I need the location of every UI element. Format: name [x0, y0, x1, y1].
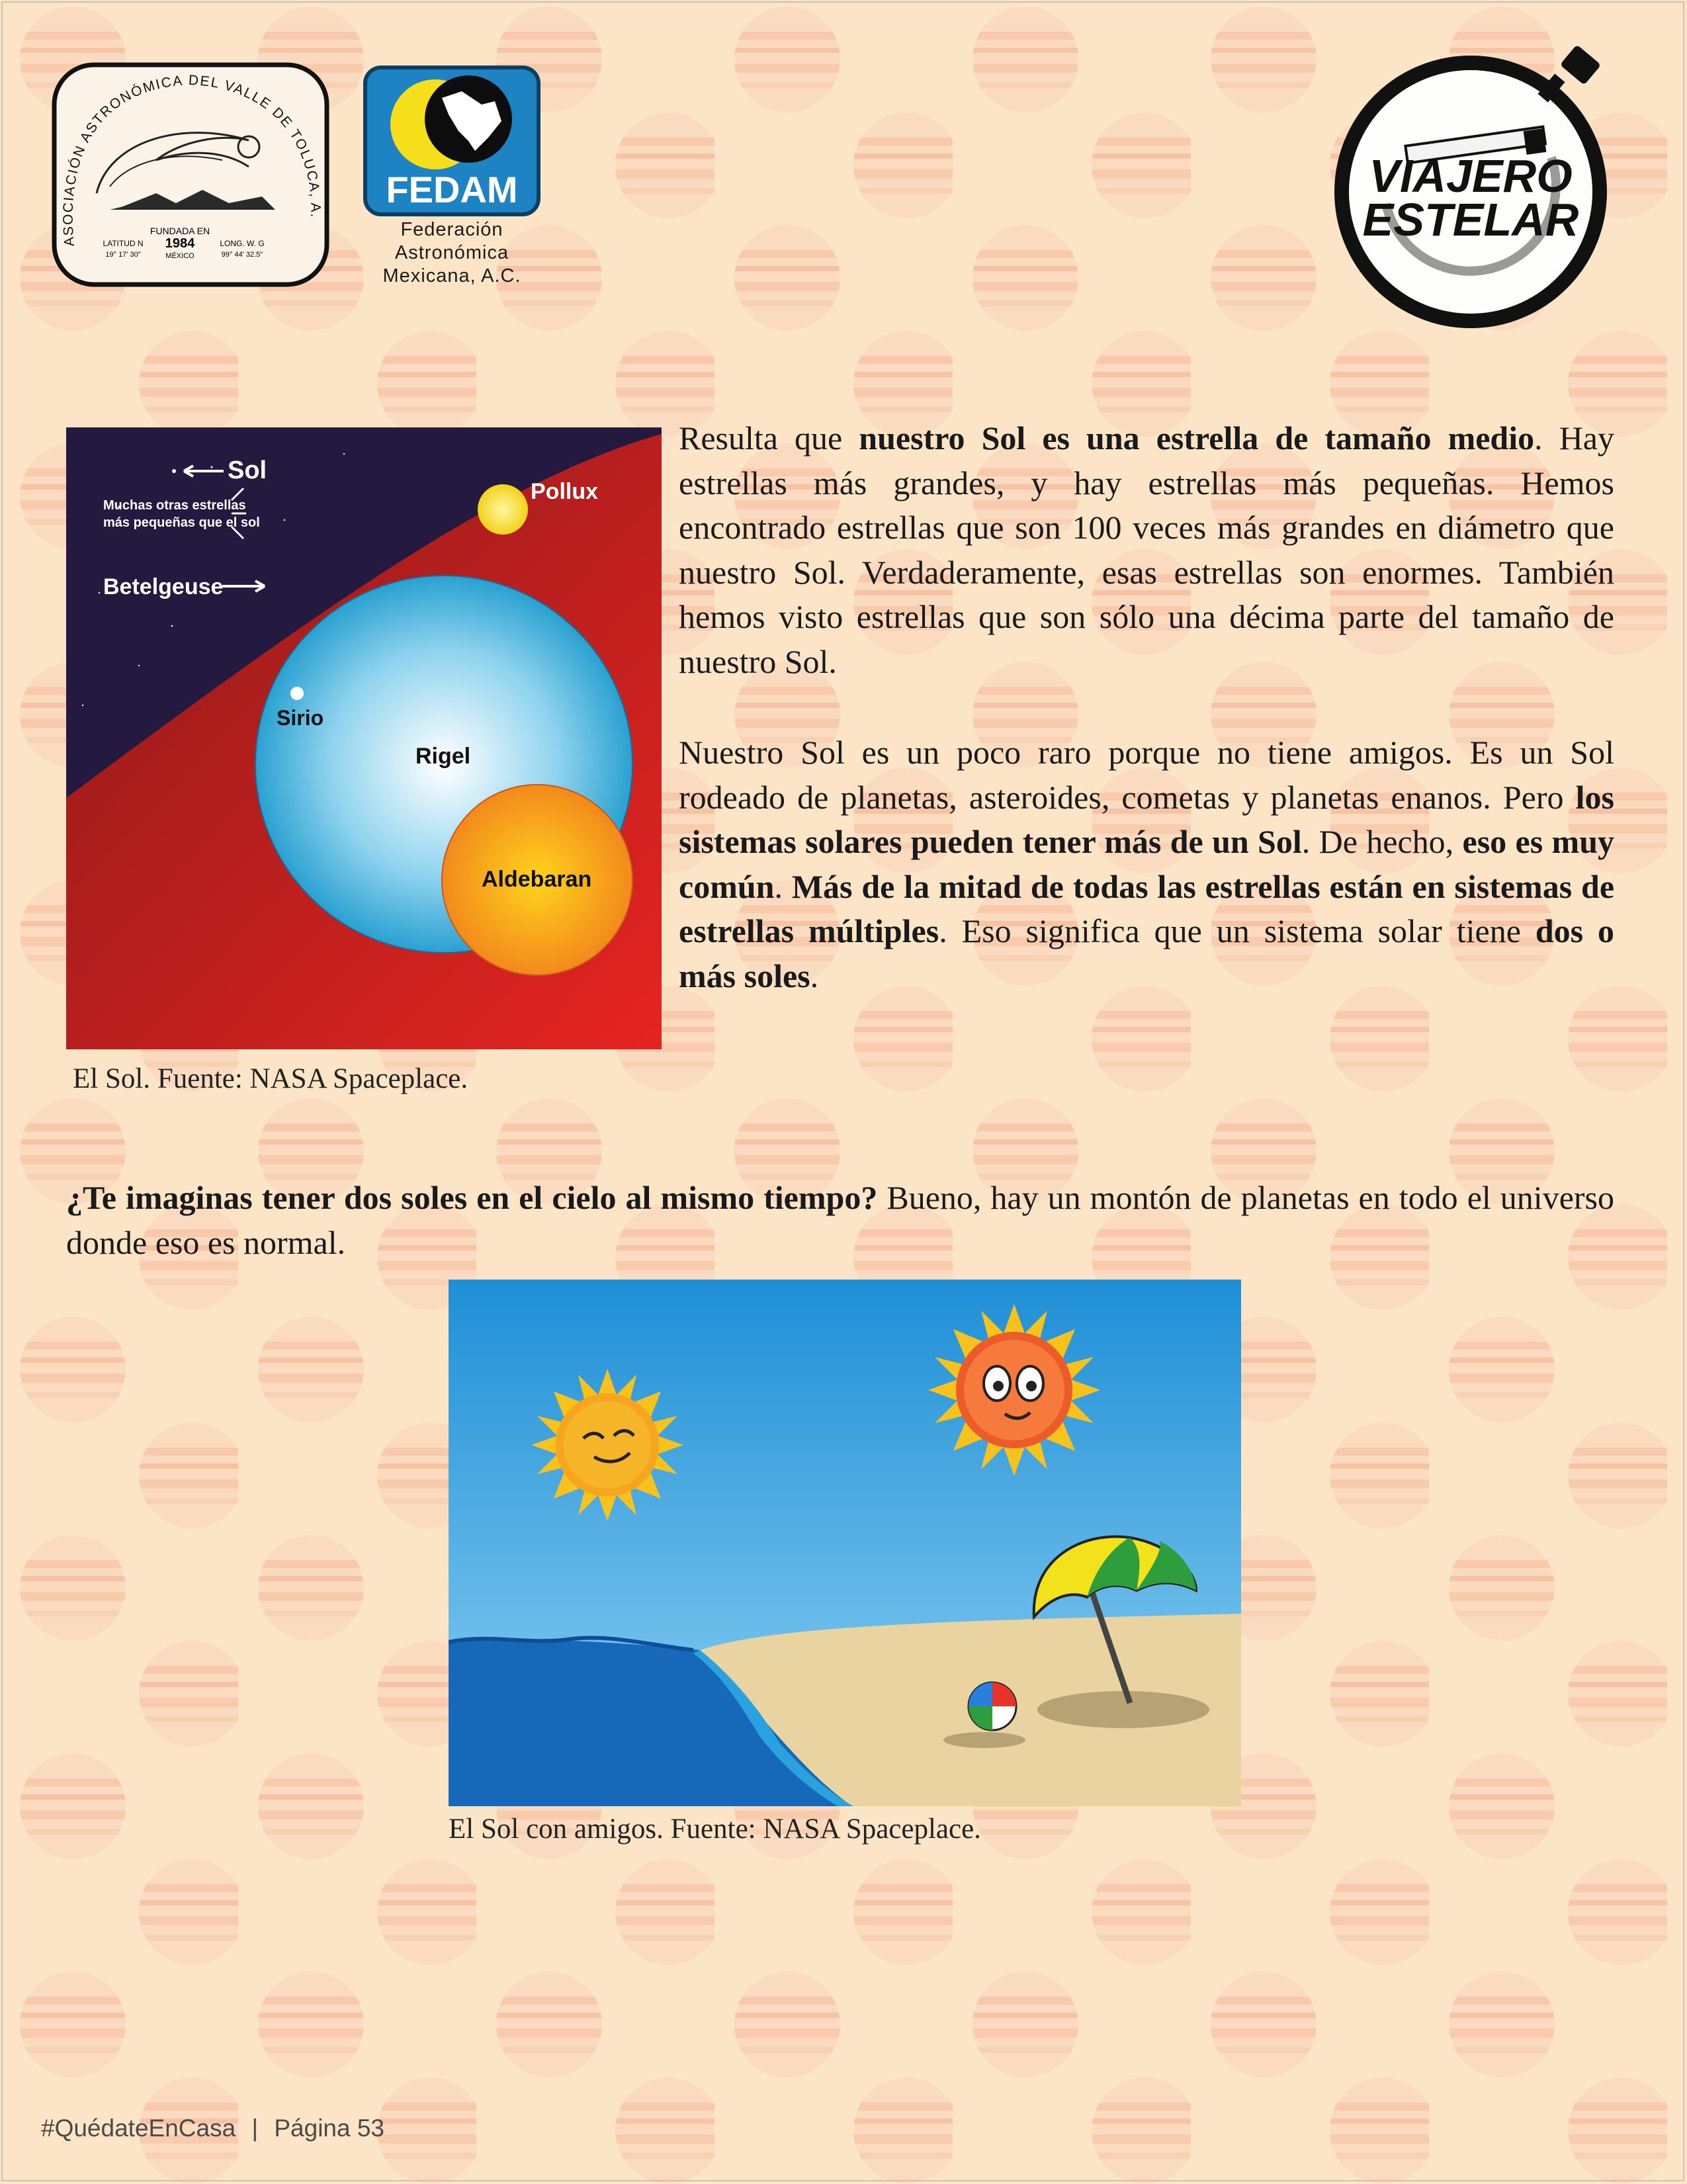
p3-text-1: Bueno, hay un montón de planetas en todo el universo donde eso es normal. [66, 1179, 1614, 1261]
p2-text-3: . [774, 867, 792, 905]
p1-text-2: . Hay estrellas más grandes, y hay estrellas más pequeñas. Hemos encontrado estrellas que son 100 veces más grandes en diámetro que nuestro Sol. Verdaderamente, esas estrellas son enormes. También hemos visto estrellas que son sólo una décima parte del tamaño de nuestro Sol. [679, 419, 1614, 680]
figure-star-sizes [66, 427, 662, 1049]
paragraph-sun-size [679, 416, 1614, 684]
label-betelgeuse: Betelgeuse [103, 574, 224, 599]
aavt-ring-text: ASOCIACIÓN ASTRONÓMICA DEL VALLE DE TOLUCA, A. [60, 72, 324, 247]
aavt-lat-label: LATITUD N [103, 239, 144, 248]
aavt-city: MÉXICO [165, 252, 195, 260]
p2-bold-3: Más de la mitad de todas las estrellas están en sistemas de estrellas múltiples [679, 867, 1615, 949]
viajero-line2: ESTELAR [1362, 194, 1579, 245]
figure-two-suns-beach [449, 1280, 1241, 1806]
page-footer [41, 2115, 384, 2142]
footer-page-number: Página 53 [274, 2115, 385, 2142]
label-pollux: Pollux [531, 479, 599, 504]
fedam-caption-line2: Astronómica [394, 242, 509, 263]
p3-bold-1: ¿Te imaginas tener dos soles en el cielo al mismo tiempo? [66, 1179, 878, 1216]
p1-text-1: Resulta que [679, 419, 859, 457]
label-small-stars-line2: más pequeñas que el sol [103, 515, 260, 530]
aavt-long-label: LONG. W. G [220, 239, 265, 248]
paragraph-multiple-suns [679, 730, 1614, 998]
p2-bold-2: eso es muy común [679, 823, 1615, 905]
label-sirio: Sirio [277, 706, 324, 730]
paragraph-two-suns-question [66, 1176, 1614, 1265]
aavt-long-value: 99° 44' 32.5" [221, 251, 263, 259]
label-small-stars-line1: Muchas otras estrellas [103, 498, 246, 513]
aavt-founded-year: 1984 [165, 236, 195, 251]
footer-hashtag: #QuédateEnCasa [41, 2115, 236, 2142]
p2-bold-4: dos o más soles [679, 912, 1615, 994]
figure2-caption: El Sol con amigos. Fuente: NASA Spaceplace. [449, 1813, 981, 1845]
aavt-logo [50, 61, 331, 288]
aavt-founded-label: FUNDADA EN [150, 226, 210, 236]
p2-text-5: . [810, 957, 819, 994]
fedam-caption-line1: Federación [400, 219, 503, 240]
figure1-caption: El Sol. Fuente: NASA Spaceplace. [73, 1063, 468, 1094]
aavt-lat-value: 19° 17' 30" [105, 251, 141, 259]
viajero-line1: VIAJERO [1369, 150, 1573, 202]
p2-bold-1: los sistemas solares pueden tener más de un Sol [679, 778, 1614, 860]
p2-text-2: . De hecho, [1301, 823, 1463, 860]
footer-separator: | [251, 2115, 259, 2142]
p1-bold-1: nuestro Sol es una estrella de tamaño medio [859, 419, 1535, 457]
p2-text-1: Nuestro Sol es un poco raro porque no tiene amigos. Es un Sol rodeado de planetas, asteroides, cometas y planetas enanos. Pero [679, 734, 1614, 816]
label-aldebaran: Aldebaran [482, 867, 592, 892]
label-sol: Sol [228, 457, 267, 484]
fedam-name: FEDAM [386, 169, 518, 210]
fedam-caption-line3: Mexicana, A.C. [382, 265, 521, 286]
label-rigel: Rigel [415, 744, 471, 769]
viajero-estelar-logo [1326, 38, 1619, 329]
fedam-logo [363, 65, 541, 286]
p2-text-4: . Eso significa que un sistema solar tiene [939, 912, 1536, 949]
